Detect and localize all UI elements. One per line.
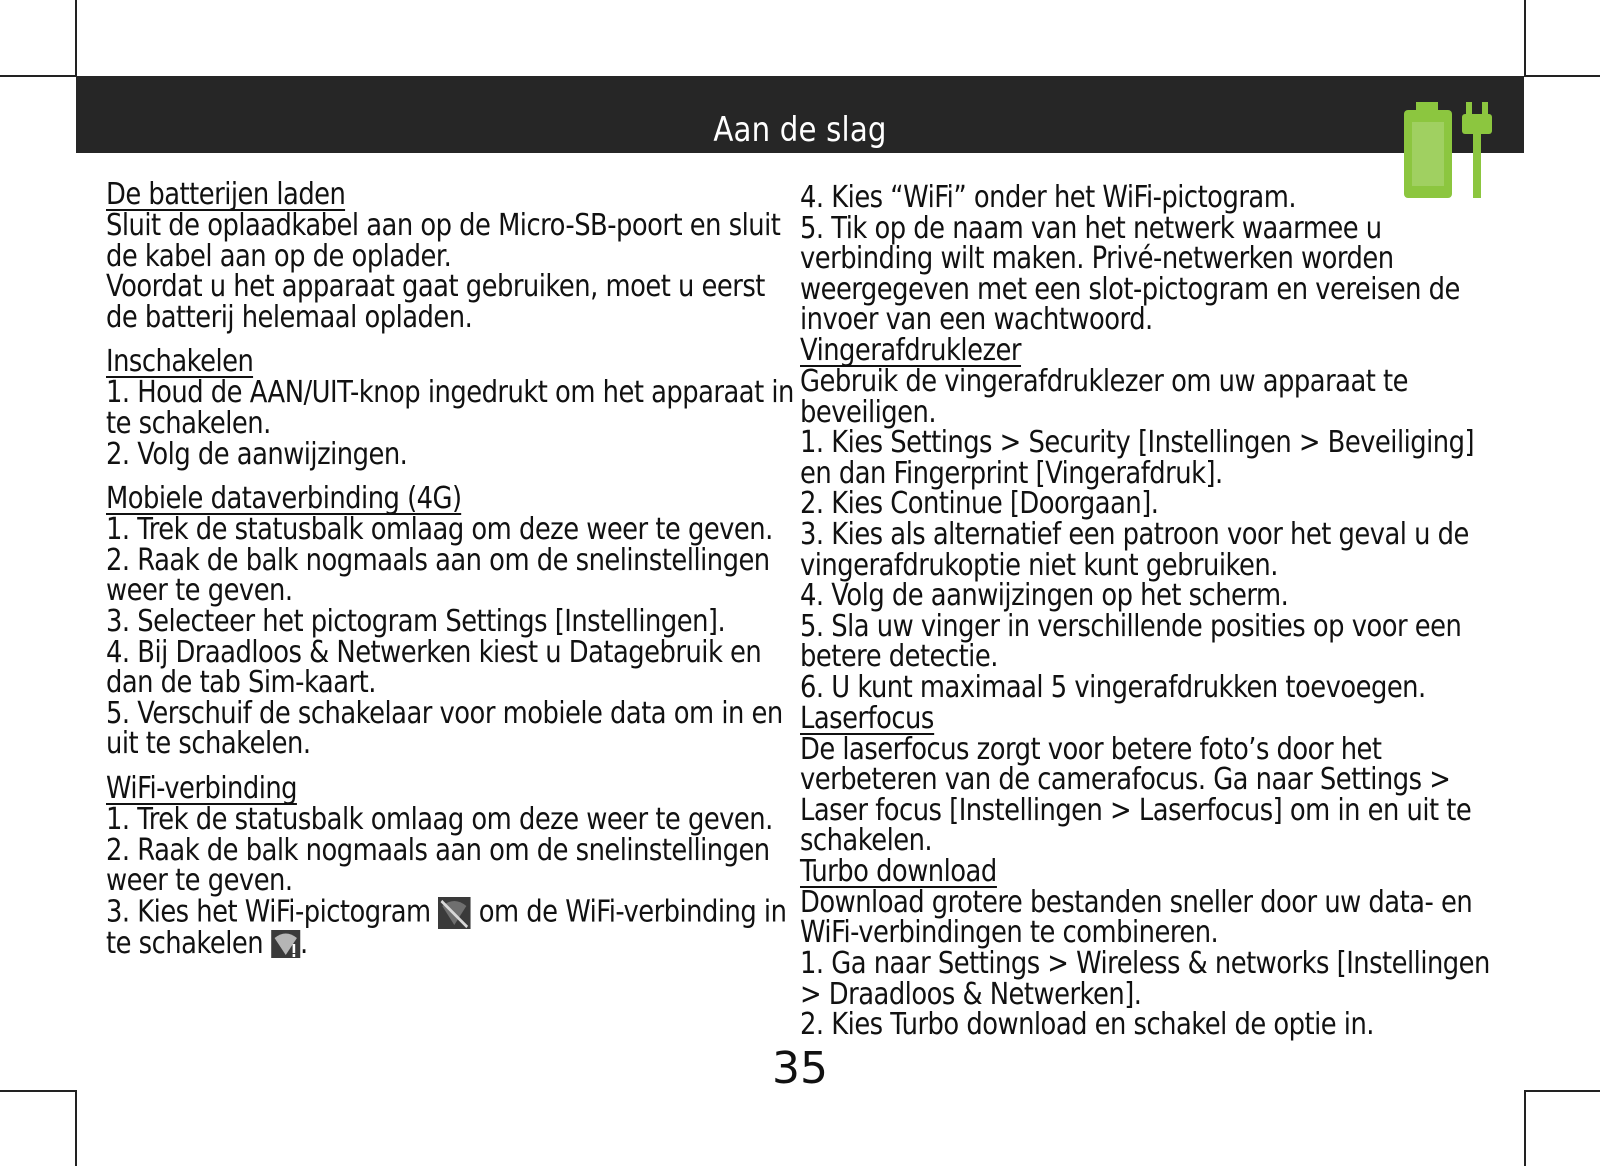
left-column bbox=[106, 177, 796, 961]
paragraph: De laserfocus zorgt voor betere foto’s door het verbeteren van de camerafocus. Ga naar Settings > Laser focus [Instellingen > Laserfocus] om in en uit te schakelen. bbox=[800, 731, 1472, 859]
crop-mark bbox=[1524, 0, 1526, 76]
header-bar bbox=[76, 76, 1524, 153]
list-item: 1. Ga naar Settings > Wireless & networks [Instellingen > Draadloos & Netwerken]. bbox=[800, 946, 1490, 1012]
paragraph: Sluit de oplaadkabel aan op de Micro-SB-poort en sluit de kabel aan op de oplader. bbox=[106, 208, 781, 274]
list-item: 5. Tik op de naam van het netwerk waarmee u verbinding wilt maken. Privé-netwerken worden weergegeven met een slot-pictogram en vereisen de invoer van een wachtwoord. bbox=[800, 210, 1460, 338]
section-fingerprint bbox=[800, 332, 1498, 705]
crop-mark bbox=[75, 1090, 77, 1166]
crop-mark bbox=[1524, 1090, 1526, 1166]
paragraph: Download grotere bestanden sneller door uw data- en WiFi-verbindingen te combineren. bbox=[800, 884, 1473, 951]
section-mobile-data bbox=[106, 481, 794, 762]
section-wifi-continued bbox=[800, 180, 1498, 338]
section-heading: Laserfocus bbox=[800, 700, 934, 736]
list-item: 3. Selecteer het pictogram Settings [Instellingen]. bbox=[106, 603, 726, 639]
list-item: 4. Kies “WiFi” onder het WiFi-pictogram. bbox=[800, 180, 1297, 215]
section-heading: De batterijen laden bbox=[106, 177, 346, 212]
wifi-on-icon bbox=[271, 930, 300, 958]
list-item: 2. Kies Continue [Doorgaan]. bbox=[800, 486, 1159, 522]
paragraph: Voordat u het apparaat gaat gebruiken, moet u eerst de batterij helemaal opladen. bbox=[106, 269, 765, 335]
section-heading: Inschakelen bbox=[106, 344, 254, 380]
section-laserfocus bbox=[800, 700, 1498, 859]
section-wifi bbox=[106, 770, 794, 961]
list-item-text: . bbox=[300, 925, 308, 961]
section-turbo-download bbox=[800, 853, 1498, 1043]
list-item-text: om de WiFi-verbinding in te schakelen bbox=[106, 894, 787, 961]
list-item bbox=[106, 894, 794, 961]
list-item: 2. Kies Turbo download en schakel de optie in. bbox=[800, 1007, 1374, 1043]
section-heading: WiFi-verbinding bbox=[106, 770, 298, 806]
list-item: 1. Trek de statusbalk omlaag om deze weer te geven. bbox=[106, 512, 773, 548]
paragraph: Gebruik de vingerafdruklezer om uw apparaat te beveiligen. bbox=[800, 363, 1408, 430]
section-power-on bbox=[106, 344, 794, 472]
list-item: 1. Kies Settings > Security [Instellingen > Beveiliging] en dan Fingerprint [Vingerafdruk]. bbox=[800, 425, 1475, 491]
crop-mark bbox=[1524, 75, 1600, 77]
list-item: 1. Trek de statusbalk omlaag om deze weer te geven. bbox=[106, 801, 773, 837]
list-item: 4. Volg de aanwijzingen op het scherm. bbox=[800, 578, 1289, 614]
list-item: 6. U kunt maximaal 5 vingerafdrukken toevoegen. bbox=[800, 669, 1426, 705]
section-battery bbox=[106, 177, 794, 335]
section-heading: Mobiele dataverbinding (4G) bbox=[106, 481, 462, 517]
list-item: 1. Houd de AAN/UIT-knop ingedrukt om het apparaat in te schakelen. bbox=[106, 375, 794, 441]
list-item: 2. Raak de balk nogmaals aan om de snelinstellingen weer te geven. bbox=[106, 832, 770, 899]
section-heading: Vingerafdruklezer bbox=[800, 332, 1021, 368]
wifi-off-icon bbox=[438, 897, 471, 929]
crop-mark bbox=[0, 75, 76, 77]
page-number: 35 bbox=[772, 1043, 828, 1094]
crop-mark bbox=[75, 0, 77, 76]
list-item: 2. Raak de balk nogmaals aan om de snelinstellingen weer te geven. bbox=[106, 542, 770, 609]
list-item: 3. Kies als alternatief een patroon voor het geval u de vingerafdrukoptie niet kunt gebruiken. bbox=[800, 516, 1469, 583]
list-item: 2. Volg de aanwijzingen. bbox=[106, 436, 408, 472]
right-column bbox=[800, 180, 1500, 1043]
list-item-text: 3. Kies het WiFi-pictogram bbox=[106, 894, 431, 930]
section-heading: Turbo download bbox=[800, 853, 997, 889]
page-title: Aan de slag bbox=[713, 110, 887, 150]
list-item: 4. Bij Draadloos & Netwerken kiest u Datagebruik en dan de tab Sim-kaart. bbox=[106, 634, 762, 701]
list-item: 5. Verschuif de schakelaar voor mobiele data om in en uit te schakelen. bbox=[106, 695, 783, 762]
list-item: 5. Sla uw vinger in verschillende posities op voor een betere detectie. bbox=[800, 608, 1462, 675]
